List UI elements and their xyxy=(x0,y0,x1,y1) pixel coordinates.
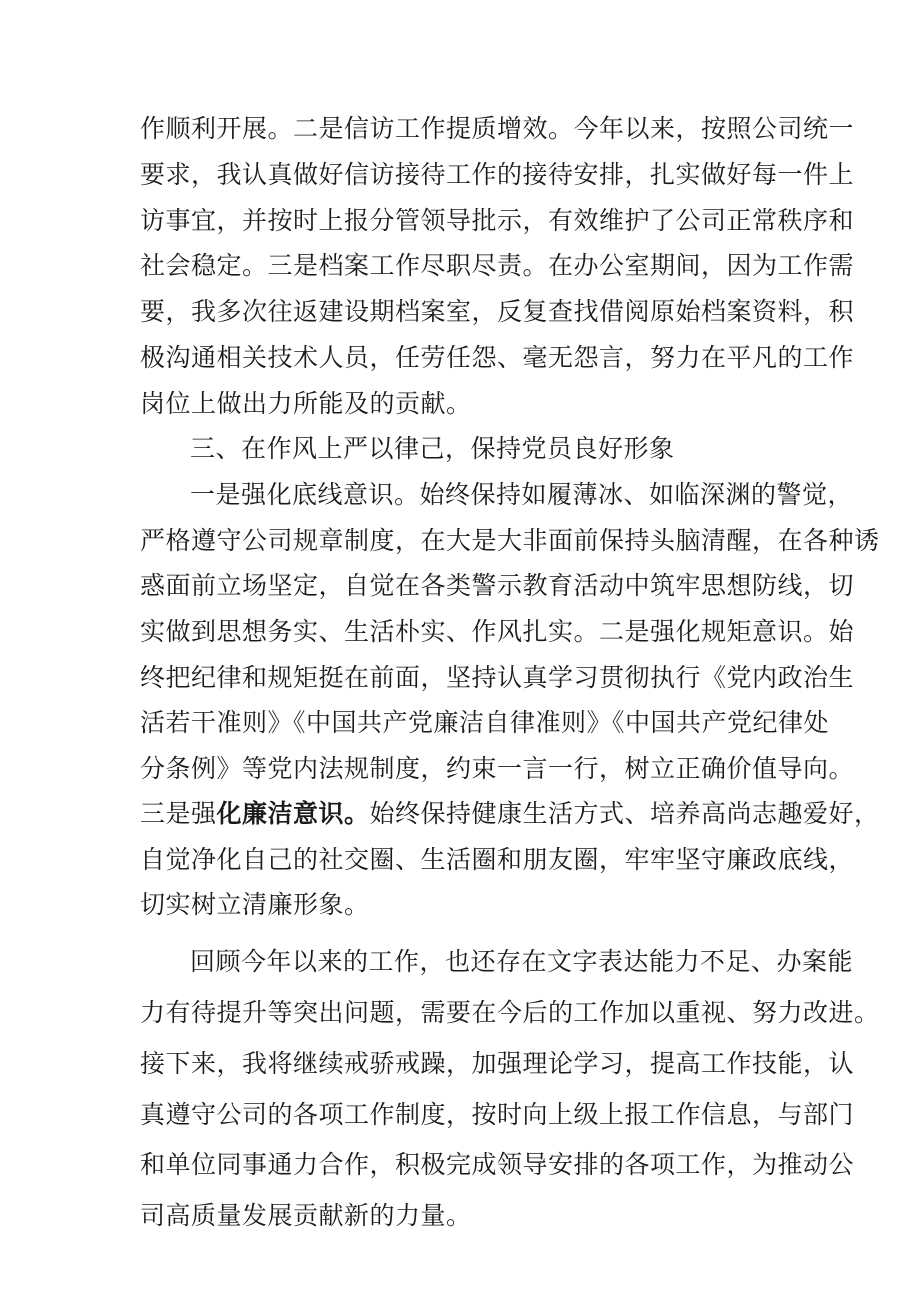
paragraph-line: 极沟通相关技术人员，任劳任怨、毫无怨言，努力在平凡的工作 xyxy=(140,343,855,372)
line-segment: 三是强 xyxy=(140,799,217,828)
paragraph-line: 实做到思想务实、生活朴实、作风扎实。二是强化规矩意识。始 xyxy=(140,617,855,646)
paragraph-line: 力有待提升等突出问题，需要在今后的工作加以重视、努力改进。 xyxy=(140,998,880,1027)
paragraph-line: 活若干准则》《中国共产党廉洁自律准则》《中国共产党纪律处 xyxy=(140,708,830,737)
paragraph-line: 接下来，我将继续戒骄戒躁，加强理论学习，提高工作技能，认 xyxy=(140,1049,855,1078)
paragraph-line: 切实树立清廉形象。 xyxy=(140,890,370,919)
paragraph-line: 要，我多次往返建设期档案室，反复查找借阅原始档案资料，积 xyxy=(140,297,855,326)
paragraph-line: 惑面前立场坚定，自觉在各类警示教育活动中筑牢思想防线，切 xyxy=(140,571,855,600)
section-heading: 三、在作风上严以律己，保持党员良好形象 xyxy=(190,434,675,463)
paragraph-line: 严格遵守公司规章制度，在大是大非面前保持头脑清醒，在各种诱 xyxy=(140,526,880,555)
paragraph-line: 要求，我认真做好信访接待工作的接待安排，扎实做好每一件上 xyxy=(140,160,855,189)
paragraph-line: 一是强化底线意识。始终保持如履薄冰、如临深渊的警觉， xyxy=(190,480,854,509)
paragraph-line: 社会稳定。三是档案工作尽职尽责。在办公室期间，因为工作需 xyxy=(140,251,855,280)
paragraph-line-mixed xyxy=(140,799,880,829)
paragraph-line: 终把纪律和规矩挺在前面，坚持认真学习贯彻执行《党内政治生 xyxy=(140,663,855,692)
line-segment: 始终保持健康生活方式、培养高尚志趣爱好， xyxy=(369,799,880,828)
paragraph-line: 分条例》等党内法规制度，约束一言一行，树立正确价值导向。 xyxy=(140,754,855,783)
paragraph-line: 回顾今年以来的工作，也还存在文字表达能力不足、办案能 xyxy=(190,947,854,976)
paragraph-line: 岗位上做出力所能及的贡献。 xyxy=(140,389,472,418)
paragraph-line: 司高质量发展贡献新的力量。 xyxy=(140,1201,472,1230)
paragraph-line: 和单位同事通力合作，积极完成领导安排的各项工作，为推动公 xyxy=(140,1150,855,1179)
paragraph-line: 自觉净化自己的社交圈、生活圈和朋友圈，牢牢坚守廉政底线， xyxy=(140,845,855,874)
bold-phrase: 化廉洁意识。 xyxy=(216,799,370,828)
paragraph-line: 真遵守公司的各项工作制度，按时向上级上报工作信息，与部门 xyxy=(140,1100,855,1129)
paragraph-line: 作顺利开展。二是信访工作提质增效。今年以来，按照公司统一 xyxy=(140,114,855,143)
paragraph-line: 访事宜，并按时上报分管领导批示，有效维护了公司正常秩序和 xyxy=(140,206,855,235)
